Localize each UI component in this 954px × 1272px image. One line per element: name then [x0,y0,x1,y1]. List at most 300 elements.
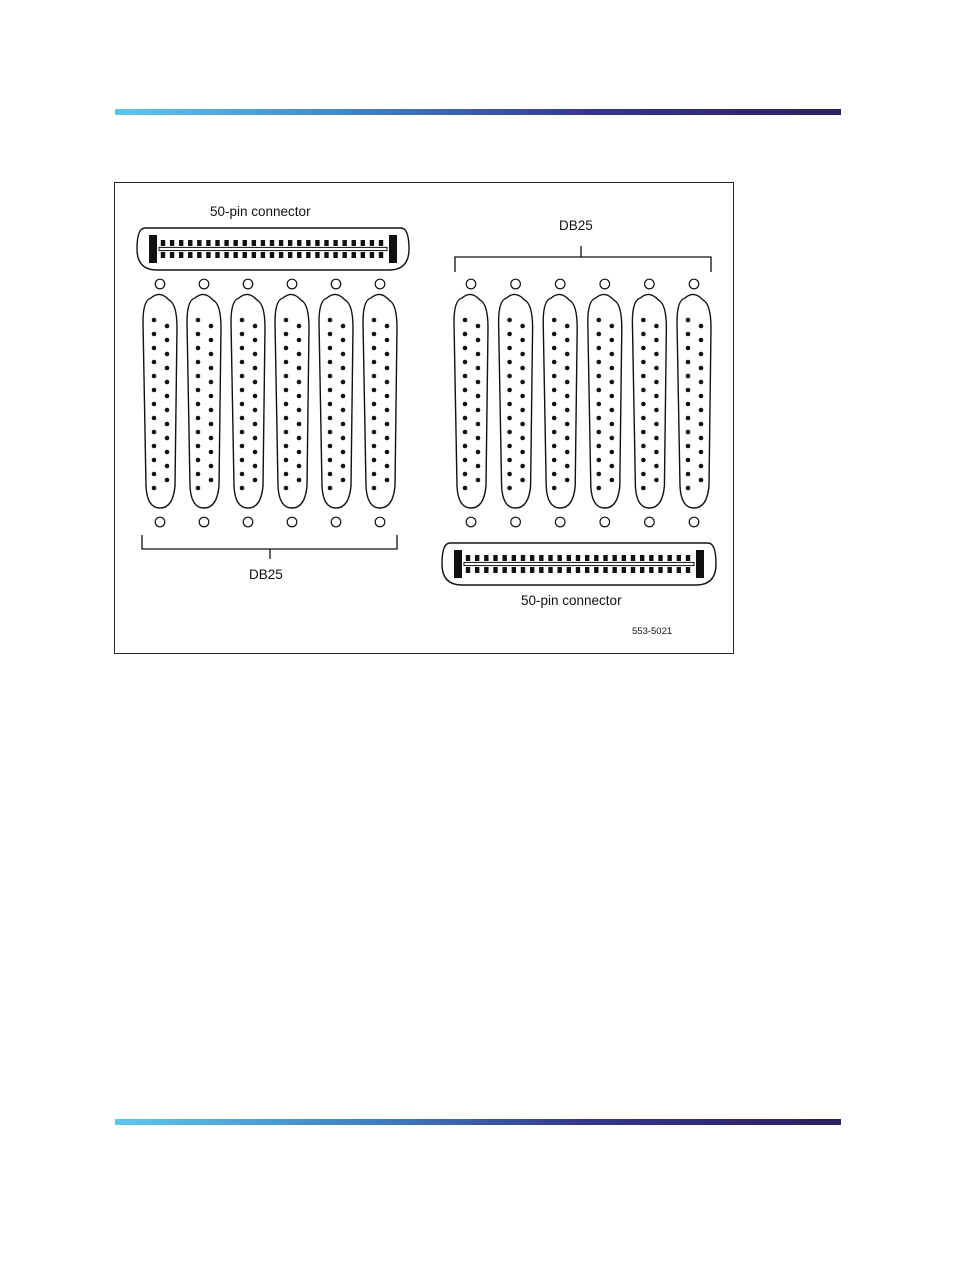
db25-connector-left-1-pin [152,416,157,421]
db25-connector-right-1-pin [476,394,481,399]
bottom-50pin-connector-pin [603,555,607,561]
screw-hole [600,279,610,289]
db25-connector-right-5-pin [641,374,646,379]
bottom-50pin-connector-pin [658,567,662,573]
db25-connector-left-1-pin [165,366,170,371]
db25-connector-right-2-pin [520,324,525,329]
db25-connector-left-6-pin [372,318,377,323]
top-50pin-connector-center-bar [159,247,387,250]
db25-connector-right-5-pin [641,444,646,449]
db25-connector-right-3-pin [565,436,570,441]
top-50pin-label: 50-pin connector [210,204,311,219]
bottom-50pin-connector-pin [557,555,561,561]
db25-connector-right-5-pin [654,436,659,441]
screw-hole [645,279,655,289]
screw-hole [155,279,165,289]
db25-connector-left-2-pin [196,430,201,435]
db25-connector-left-6-pin [372,430,377,435]
db25-connector-left-2-pin [196,458,201,463]
screw-hole [511,517,521,527]
db25-connector-left-4-pin [284,444,289,449]
db25-connector-left-1-pin [152,332,157,337]
top-50pin-connector-pin [215,240,219,246]
db25-connector-left-4-pin [284,486,289,491]
db25-connector-left-6-pin [372,360,377,365]
db25-connector-left-1 [143,294,177,508]
db25-connector-left-4-pin [284,346,289,351]
bottom-50pin-connector-pin [484,555,488,561]
db25-connector-right-4-pin [597,332,602,337]
db25-connector-right-3-pin [565,478,570,483]
screw-hole [555,279,565,289]
db25-connector-right-3-pin [552,486,557,491]
db25-connector-left-6-pin [372,486,377,491]
top-50pin-connector-pin [261,252,265,258]
db25-connector-left-4-pin [284,332,289,337]
db25-connector-left-4-pin [284,402,289,407]
db25-connector-left-3-pin [240,486,245,491]
bottom-50pin-connector-pin [612,555,616,561]
db25-connector-left-6-pin [372,416,377,421]
db25-connector-right-6-pin [686,388,691,393]
db25-connector-right-6-pin [699,408,704,413]
db25-connector-left-4-pin [284,318,289,323]
bottom-db25-label: DB25 [249,567,283,582]
db25-connector-left-4-pin [297,338,302,343]
db25-connector-left-1-pin [152,472,157,477]
db25-connector-right-4-pin [610,450,615,455]
top-50pin-connector-pin [297,252,301,258]
db25-connector-right-5-pin [641,430,646,435]
db25-connector-left-3-pin [240,360,245,365]
top-50pin-connector-pin [342,240,346,246]
bottom-50pin-connector-center-bar [464,562,694,565]
top-50pin-connector-pin [288,240,292,246]
db25-connector-right-2-pin [507,318,512,323]
db25-connector-right-6-pin [699,338,704,343]
db25-connector-right-2-pin [507,416,512,421]
db25-connector-right-3-pin [552,388,557,393]
db25-connector-right-3-pin [565,338,570,343]
db25-connector-right-3-pin [565,408,570,413]
figure-number: 553-5021 [632,626,673,637]
db25-connector-left-4-pin [297,352,302,357]
bottom-50pin-connector-pin [521,555,525,561]
db25-connector-left-5-pin [328,472,333,477]
db25-connector-right-2-pin [520,338,525,343]
db25-connector-right-5-pin [654,450,659,455]
db25-connector-right-5-pin [641,486,646,491]
bottom-50pin-connector-pin [667,555,671,561]
db25-connector-left-1-pin [165,352,170,357]
bottom-50pin-connector-pin [649,555,653,561]
db25-connector-left-4-pin [284,388,289,393]
db25-connector-right-5-pin [654,464,659,469]
db25-connector-right-4-pin [597,402,602,407]
db25-connector-right-1-pin [463,360,468,365]
bottom-50pin-connector-pin [567,567,571,573]
db25-connector-left-4-pin [297,366,302,371]
top-50pin-connector-pin [215,252,219,258]
db25-connector-right-3-pin [552,444,557,449]
db25-connector-left-1-pin [165,464,170,469]
db25-connector-left-1-pin [165,408,170,413]
top-50pin-connector-pin [270,240,274,246]
db25-connector-right-3-pin [552,472,557,477]
bottom-50pin-connector-pin [594,555,598,561]
db25-connector-left-2-pin [196,472,201,477]
db25-connector-right-3-pin [565,394,570,399]
db25-connector-left-2-pin [209,478,214,483]
db25-connector-left-6-pin [385,380,390,385]
db25-connector-right-6-pin [699,478,704,483]
db25-connector-right-4-pin [597,360,602,365]
bottom-50pin-connector-pin [640,555,644,561]
db25-connector-left-6-pin [372,346,377,351]
db25-connector-left-5-pin [328,332,333,337]
db25-connector-right-4-pin [610,352,615,357]
db25-connector-right-4-pin [610,324,615,329]
bottom-50pin-connector-pin [530,555,534,561]
db25-connector-left-4-pin [284,458,289,463]
db25-connector-left-2-pin [209,450,214,455]
bottom-50pin-connector-pin [466,567,470,573]
db25-connector-left-2-pin [196,402,201,407]
db25-connector-left-3-pin [253,380,258,385]
header-rule [115,109,841,115]
db25-connector-right-3-pin [552,346,557,351]
db25-connector-right-2-pin [507,360,512,365]
db25-connector-left-3-pin [253,408,258,413]
db25-connector-left-4-pin [297,324,302,329]
db25-connector-left-6 [363,294,397,508]
top-50pin-connector-pin [333,252,337,258]
top-db25-label: DB25 [559,218,593,233]
db25-connector-right-5 [632,294,666,508]
screw-hole [466,517,476,527]
db25-connector-right-1-pin [463,430,468,435]
db25-connector-left-6-pin [372,402,377,407]
db25-connector-right-3-pin [565,422,570,427]
db25-connector-right-6-pin [686,346,691,351]
top-50pin-connector-pin [233,240,237,246]
top-50pin-connector-pin [315,240,319,246]
db25-connector-left-2-pin [196,318,201,323]
db25-connector-right-6-pin [686,332,691,337]
db25-connector-left-4-pin [284,472,289,477]
bottom-50pin-connector-pin [502,567,506,573]
db25-connector-right-1-pin [476,380,481,385]
db25-connector-right-2-pin [507,472,512,477]
db25-connector-left-4-pin [297,394,302,399]
db25-connector-right-5-pin [654,422,659,427]
db25-connector-left-5-pin [341,352,346,357]
db25-connector-left-2-pin [196,486,201,491]
top-50pin-connector-pin [333,240,337,246]
db25-connector-right-1-pin [463,458,468,463]
db25-connector-right-3-pin [552,318,557,323]
top-50pin-connector-pin [206,252,210,258]
db25-connector-left-2-pin [209,380,214,385]
top-50pin-connector-end-right [389,235,397,263]
db25-connector-right-3-pin [552,374,557,379]
db25-connector-left-5-pin [341,394,346,399]
db25-connector-right-4-pin [597,388,602,393]
screw-hole [375,279,385,289]
db25-connector-right-1-pin [476,408,481,413]
bottom-50pin-connector-pin [640,567,644,573]
db25-connector-left-1-pin [165,422,170,427]
screw-hole [155,517,165,527]
db25-connector-left-4-pin [297,464,302,469]
bottom-50pin-connector-pin [502,555,506,561]
top-50pin-connector-pin [252,252,256,258]
bottom-50pin-connector-pin [548,567,552,573]
db25-connector-left-1-pin [152,346,157,351]
db25-connector-left-3-pin [240,346,245,351]
db25-connector-left-3-pin [253,478,258,483]
db25-connector-right-5-pin [641,318,646,323]
db25-connector-left-5 [319,294,353,508]
screw-hole [331,517,341,527]
bottom-50pin-connector-pin [493,567,497,573]
db25-connector-left-6-pin [385,352,390,357]
db25-connector-right-1-pin [476,324,481,329]
db25-connector-left-2-pin [196,360,201,365]
db25-connector-right-2-pin [507,346,512,351]
top-50pin-connector-pin [197,240,201,246]
db25-connector-right-4-pin [597,318,602,323]
db25-connector-right-2 [499,294,533,508]
db25-connector-left-3-pin [253,436,258,441]
top-50pin-connector [137,228,409,270]
db25-connector-right-4-pin [610,478,615,483]
db25-connector-left-5-pin [328,346,333,351]
top-50pin-connector-pin [243,240,247,246]
db25-connector-right-2-pin [507,458,512,463]
db25-connector-right-4-pin [597,430,602,435]
db25-connector-right-2-pin [520,352,525,357]
db25-connector-right-5-pin [654,394,659,399]
screw-hole [555,517,565,527]
db25-connector-left-4-pin [284,430,289,435]
top-50pin-connector-pin [370,240,374,246]
db25-connector-right-4-pin [597,472,602,477]
db25-connector-left-3 [231,294,265,508]
db25-connector-right-3-pin [552,402,557,407]
db25-connector-right-1-pin [476,436,481,441]
db25-connector-left-3-pin [240,444,245,449]
db25-connector-right-6-pin [686,402,691,407]
top-50pin-connector-pin [224,252,228,258]
bottom-50pin-connector-pin [557,567,561,573]
bottom-50pin-connector-pin [567,555,571,561]
db25-connector-left-6-pin [372,374,377,379]
db25-connector-right-2-pin [520,408,525,413]
db25-connector-right-6-pin [686,374,691,379]
db25-connector-right-6-pin [686,430,691,435]
bottom-50pin-connector-pin [677,555,681,561]
db25-connector-right-6-pin [699,394,704,399]
bottom-50pin-connector-pin [512,555,516,561]
db25-connector-right-2-pin [507,486,512,491]
top-50pin-connector-pin [243,252,247,258]
db25-connector-left-1-pin [152,360,157,365]
screw-hole [689,279,699,289]
connector-diagram [115,183,735,655]
db25-connector-left-3-pin [253,366,258,371]
db25-connector-left-2-pin [209,394,214,399]
db25-connector-left-1-pin [152,374,157,379]
db25-connector-left-5-pin [341,464,346,469]
db25-connector-right-6-pin [699,422,704,427]
db25-connector-right-6-pin [686,444,691,449]
db25-connector-left-2-pin [196,388,201,393]
db25-connector-left-5-pin [328,444,333,449]
db25-connector-left-1-pin [165,394,170,399]
bottom-50pin-connector-pin [649,567,653,573]
db25-connector-left-2-pin [209,422,214,427]
db25-connector-right-3 [543,294,577,508]
db25-connector-left-1-pin [165,478,170,483]
db25-connector-right-4-pin [597,416,602,421]
bottom-50pin-connector-pin [622,567,626,573]
db25-connector-right-3-pin [565,464,570,469]
db25-connector-right-3-pin [552,458,557,463]
bottom-50pin-connector-pin [576,555,580,561]
db25-connector-right-6-pin [699,366,704,371]
bottom-50pin-connector-pin [475,567,479,573]
db25-connector-right-1-pin [463,374,468,379]
db25-connector-right-1-pin [476,352,481,357]
db25-connector-right-5-pin [654,366,659,371]
db25-connector-left-1-pin [165,324,170,329]
db25-connector-right-2-pin [520,450,525,455]
db25-connector-left-5-pin [341,380,346,385]
db25-connector-right-5-pin [641,388,646,393]
db25-connector-right-5-pin [654,380,659,385]
db25-connector-left-2-pin [209,408,214,413]
db25-connector-right-5-pin [654,338,659,343]
db25-connector-right-5-pin [654,352,659,357]
connector-diagram-frame [114,182,734,654]
db25-connector-right-3-pin [565,380,570,385]
db25-connector-left-5-pin [328,430,333,435]
db25-connector-right-5-pin [641,472,646,477]
db25-connector-left-6-pin [372,472,377,477]
db25-connector-right-6 [677,294,711,508]
top-50pin-connector-pin [379,252,383,258]
db25-connector-left-1-pin [165,436,170,441]
db25-connector-left-3-pin [240,388,245,393]
top-50pin-connector-pin [342,252,346,258]
db25-connector-left-6-pin [385,408,390,413]
db25-connector-right-3-pin [565,324,570,329]
bottom-50pin-connector-pin [686,567,690,573]
bottom-db25-bracket [142,535,397,549]
db25-connector-left-3-pin [240,458,245,463]
screw-hole [331,279,341,289]
screw-hole [287,517,297,527]
db25-connector-right-6-pin [686,318,691,323]
top-50pin-connector-pin [288,252,292,258]
top-50pin-connector-pin [297,240,301,246]
db25-connector-left-5-pin [341,450,346,455]
top-50pin-connector-pin [352,240,356,246]
db25-connector-right-2-pin [507,402,512,407]
top-50pin-connector-pin [261,240,265,246]
db25-connector-left-5-pin [328,416,333,421]
db25-connector-right-1-pin [463,318,468,323]
db25-connector-left-4-pin [297,478,302,483]
db25-connector-left-5-pin [328,360,333,365]
db25-connector-right-3-pin [565,450,570,455]
db25-connector-left-2-pin [196,374,201,379]
bottom-50pin-connector-pin [631,567,635,573]
db25-connector-left-1-pin [152,430,157,435]
db25-connector-right-4-pin [610,380,615,385]
db25-connector-right-5-pin [654,408,659,413]
db25-connector-left-5-pin [341,366,346,371]
db25-connector-right-2-pin [507,444,512,449]
db25-connector-right-3-pin [565,352,570,357]
db25-connector-left-5-pin [328,458,333,463]
screw-hole [511,279,521,289]
db25-connector-left-2-pin [209,352,214,357]
db25-connector-right-5-pin [641,346,646,351]
screw-hole [199,279,209,289]
db25-connector-right-6-pin [686,458,691,463]
db25-connector-left-5-pin [328,402,333,407]
db25-connector-right-4-pin [597,444,602,449]
db25-connector-right-5-pin [641,402,646,407]
top-50pin-connector-pin [361,240,365,246]
bottom-50pin-connector-pin [475,555,479,561]
db25-connector-left-1-pin [152,458,157,463]
db25-connector-left-5-pin [328,486,333,491]
bottom-50pin-connector-pin [512,567,516,573]
db25-connector-right-2-pin [520,366,525,371]
top-50pin-connector-pin [161,252,165,258]
db25-connector-right-2-pin [520,380,525,385]
db25-connector-left-3-pin [240,318,245,323]
bottom-50pin-connector-end-right [696,550,704,578]
db25-connector-right-2-pin [507,388,512,393]
bottom-50pin-connector-pin [530,567,534,573]
db25-connector-right-1-pin [463,486,468,491]
db25-connector-left-5-pin [341,338,346,343]
db25-connector-left-5-pin [328,318,333,323]
db25-connector-right-5-pin [641,360,646,365]
db25-connector-left-1-pin [152,444,157,449]
db25-connector-right-1-pin [463,472,468,477]
db25-connector-left-2-pin [196,416,201,421]
db25-connector-right-4-pin [597,458,602,463]
db25-connector-left-2-pin [209,338,214,343]
bottom-50pin-label: 50-pin connector [521,593,622,608]
db25-connector-left-1-pin [152,388,157,393]
db25-connector-left-2-pin [196,444,201,449]
bottom-50pin-connector-pin [576,567,580,573]
db25-connector-left-5-pin [341,478,346,483]
screw-hole [243,517,253,527]
db25-connector-left-1-pin [165,450,170,455]
top-50pin-connector-pin [324,240,328,246]
bottom-50pin-connector-pin [539,555,543,561]
db25-connector-left-4-pin [297,380,302,385]
db25-connector-right-5-pin [641,416,646,421]
db25-connector-left-3-pin [253,394,258,399]
